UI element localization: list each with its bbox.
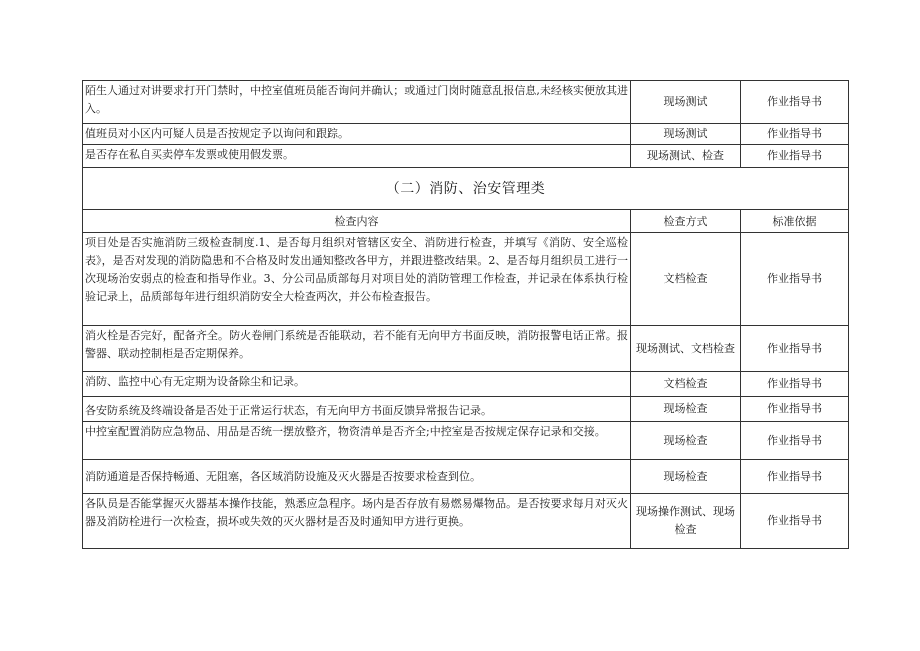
inspection-content: 消防通道是否保持畅通、无阻塞，各区域消防设施及灭火器是否按要求检查到位。 xyxy=(83,460,631,494)
inspection-method: 现场检查 xyxy=(631,397,741,422)
standard-basis: 作业指导书 xyxy=(741,460,849,494)
standard-basis: 作业指导书 xyxy=(741,494,849,549)
table-row xyxy=(83,372,849,397)
header-basis: 标准依据 xyxy=(741,210,849,233)
section-title-row xyxy=(83,168,849,210)
table-row xyxy=(83,145,849,168)
standard-basis: 作业指导书 xyxy=(741,397,849,422)
standard-basis: 作业指导书 xyxy=(741,326,849,372)
table-row xyxy=(83,233,849,326)
inspection-method: 现场测试、文档检查 xyxy=(631,326,741,372)
inspection-content: 消防、监控中心有无定期为设备除尘和记录。 xyxy=(83,372,631,397)
table-row xyxy=(83,494,849,549)
inspection-content: 消火栓是否完好，配备齐全。防火卷闸门系统是否能联动，若不能有无向甲方书面反映，消防报警电话正常。报警器、联动控制柜是否定期保养。 xyxy=(83,326,631,372)
inspection-content: 是否存在私自买卖停车发票或使用假发票。 xyxy=(83,145,631,168)
table-row xyxy=(83,124,849,145)
standard-basis: 作业指导书 xyxy=(741,422,849,460)
standard-basis: 作业指导书 xyxy=(741,145,849,168)
inspection-content: 项目处是否实施消防三级检查制度.1、是否每月组织对管辖区安全、消防进行检查，并填写《消防、安全巡检表》，是否对发现的消防隐患和不合格及时发出通知整改各甲方，并跟进整改结果。2、是否每月组织员工进行一次现场治安弱点的检查和指导作业。3、分公司品质部每月对项目处的消防管理工作检查，并记录在体系执行检验记录上，品质部每年进行组织消防安全大检查两次，并公布检查报告。 xyxy=(83,233,631,326)
section-title: （二）消防、治安管理类 xyxy=(83,168,849,210)
inspection-method: 现场检查 xyxy=(631,460,741,494)
table-row xyxy=(83,81,849,124)
standard-basis: 作业指导书 xyxy=(741,233,849,326)
inspection-method: 现场操作测试、现场检查 xyxy=(631,494,741,549)
table-row xyxy=(83,326,849,372)
inspection-method: 现场测试、检查 xyxy=(631,145,741,168)
inspection-content: 各安防系统及终端设备是否处于正常运行状态，有无向甲方书面反馈异常报告记录。 xyxy=(83,397,631,422)
inspection-content: 陌生人通过对讲要求打开门禁时，中控室值班员能否询问并确认；或通过门岗时随意乱报信息,未经核实便放其进入。 xyxy=(83,81,631,124)
standard-basis: 作业指导书 xyxy=(741,81,849,124)
inspection-method: 现场检查 xyxy=(631,422,741,460)
inspection-content: 中控室配置消防应急物品、用品是否统一摆放整齐，物资清单是否齐全;中控室是否按规定保存记录和交接。 xyxy=(83,422,631,460)
table-header xyxy=(83,210,849,233)
standard-basis: 作业指导书 xyxy=(741,372,849,397)
inspection-content: 各队员是否能掌握灭火器基本操作技能，熟悉应急程序。场内是否存放有易燃易爆物品。是否按要求每月对灭火器及消防栓进行一次检查，损坏或失效的灭火器材是否及时通知甲方进行更换。 xyxy=(83,494,631,549)
table-row xyxy=(83,422,849,460)
inspection-method: 现场测试 xyxy=(631,124,741,145)
inspection-content: 值班员对小区内可疑人员是否按规定予以询问和跟踪。 xyxy=(83,124,631,145)
inspection-table xyxy=(82,80,849,549)
header-content: 检查内容 xyxy=(83,210,631,233)
inspection-method: 文档检查 xyxy=(631,233,741,326)
table-row xyxy=(83,397,849,422)
header-method: 检查方式 xyxy=(631,210,741,233)
standard-basis: 作业指导书 xyxy=(741,124,849,145)
inspection-method: 现场测试 xyxy=(631,81,741,124)
inspection-method: 文档检查 xyxy=(631,372,741,397)
table-row xyxy=(83,460,849,494)
